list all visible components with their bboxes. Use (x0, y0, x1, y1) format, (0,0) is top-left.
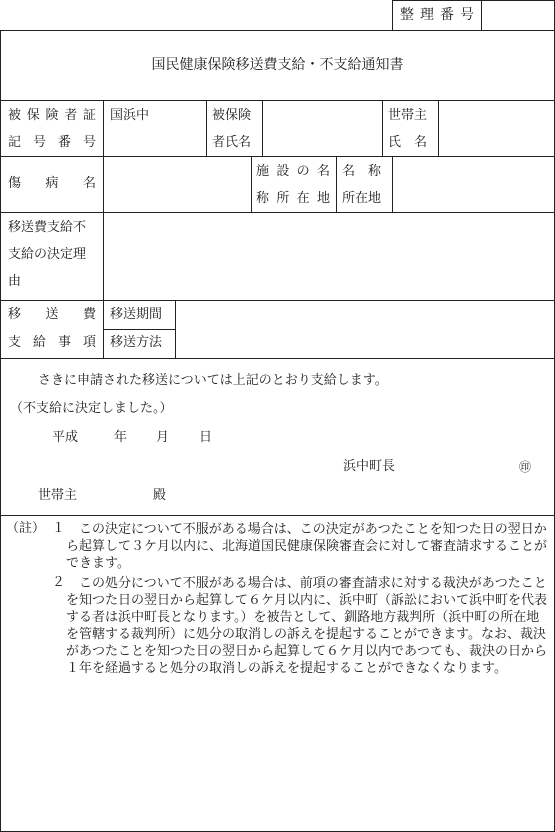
rule (251, 156, 252, 212)
rule (438, 100, 439, 156)
rule (336, 156, 337, 212)
rule (103, 100, 104, 358)
rule (392, 0, 393, 30)
rule (206, 100, 207, 156)
rule (262, 100, 263, 156)
rule (0, 212, 555, 213)
rule (175, 300, 176, 358)
meisho-label: 名 称 (342, 164, 382, 179)
rule (0, 30, 555, 31)
hihokenshasho-label-1: 被保険者証 (8, 108, 96, 123)
payment-label-1: 移送費 (8, 307, 96, 322)
rule (392, 0, 555, 1)
notes-prefix: （註） (6, 521, 46, 536)
reason-label-2: 支給の決定理 (8, 247, 87, 262)
method-label: 移送方法 (110, 335, 163, 350)
shobyomei-label: 傷病名 (8, 176, 96, 191)
date-era: 平成 (52, 430, 79, 445)
notice-line-1: さきに申請された移送については上記のとおり支給します。 (38, 373, 388, 388)
payment-label-2: 支給事項 (8, 335, 96, 350)
note-1-number: １ (52, 521, 66, 536)
rule (392, 156, 393, 212)
setainushi-label-1: 世帯主 (388, 108, 428, 123)
note-2-text: この処分について不服がある場合は、前項の審査請求に対する裁決があつたことを知つた日の翌日から起算して６ケ月以内に、浜中町（訴訟において浜中町を代表する者は浜中町長となります。）を被告として、釧路地方裁判所（浜中町の所在地を管轄する裁判所）に処分の取消しの訴えを提起することができます。なお、裁決があつたことを知つた日の翌日から起算して６ケ月以内であつても、裁決の日から１年を経過すると処分の取消しの訴えを提起することができなくなります。 (66, 576, 548, 676)
hihokensha-label-1: 被保険 (212, 108, 252, 123)
facility-label-2: 称所在地 (256, 191, 330, 206)
rule (481, 0, 482, 30)
rule (382, 100, 383, 156)
shozaichi-label: 所在地 (342, 191, 382, 206)
rule (0, 100, 555, 101)
rule (0, 300, 555, 301)
rule (0, 358, 555, 359)
reason-label-3: 由 (8, 274, 22, 289)
document-title: 国民健康保険移送費支給・不支給通知書 (151, 57, 404, 73)
seal-mark: ㊞ (519, 460, 532, 474)
rule (0, 30, 1, 832)
hihokenshasho-label-2: 記号番号 (8, 135, 96, 150)
kigo-value: 国浜中 (110, 108, 150, 123)
reason-label-1: 移送費支給不 (8, 220, 87, 235)
seiri-bango-label: 整理番号 (400, 7, 474, 23)
rule (0, 156, 555, 157)
date-year: 年 (114, 430, 128, 445)
note-1-text: この決定について不服がある場合は、この決定があつたことを知つた日の翌日から起算して３ケ月以内に、北海道国民健康保険審査会に対して審査請求することができます。 (66, 522, 548, 571)
note-2-number: ２ (52, 575, 66, 590)
date-month: 月 (156, 430, 170, 445)
rule (103, 329, 175, 330)
period-label: 移送期間 (110, 307, 163, 322)
addressee-label: 世帯主 (38, 488, 78, 503)
setainushi-label-2: 氏 名 (388, 135, 428, 150)
notice-line-2: （不支給に決定しました。） (10, 401, 173, 416)
honorific: 殿 (153, 488, 167, 503)
facility-label-1: 施設の名 (256, 164, 330, 179)
mayor-title: 浜中町長 (343, 459, 396, 474)
rule (0, 515, 555, 516)
date-day: 日 (199, 430, 213, 445)
hihokensha-label-2: 者氏名 (212, 135, 252, 150)
